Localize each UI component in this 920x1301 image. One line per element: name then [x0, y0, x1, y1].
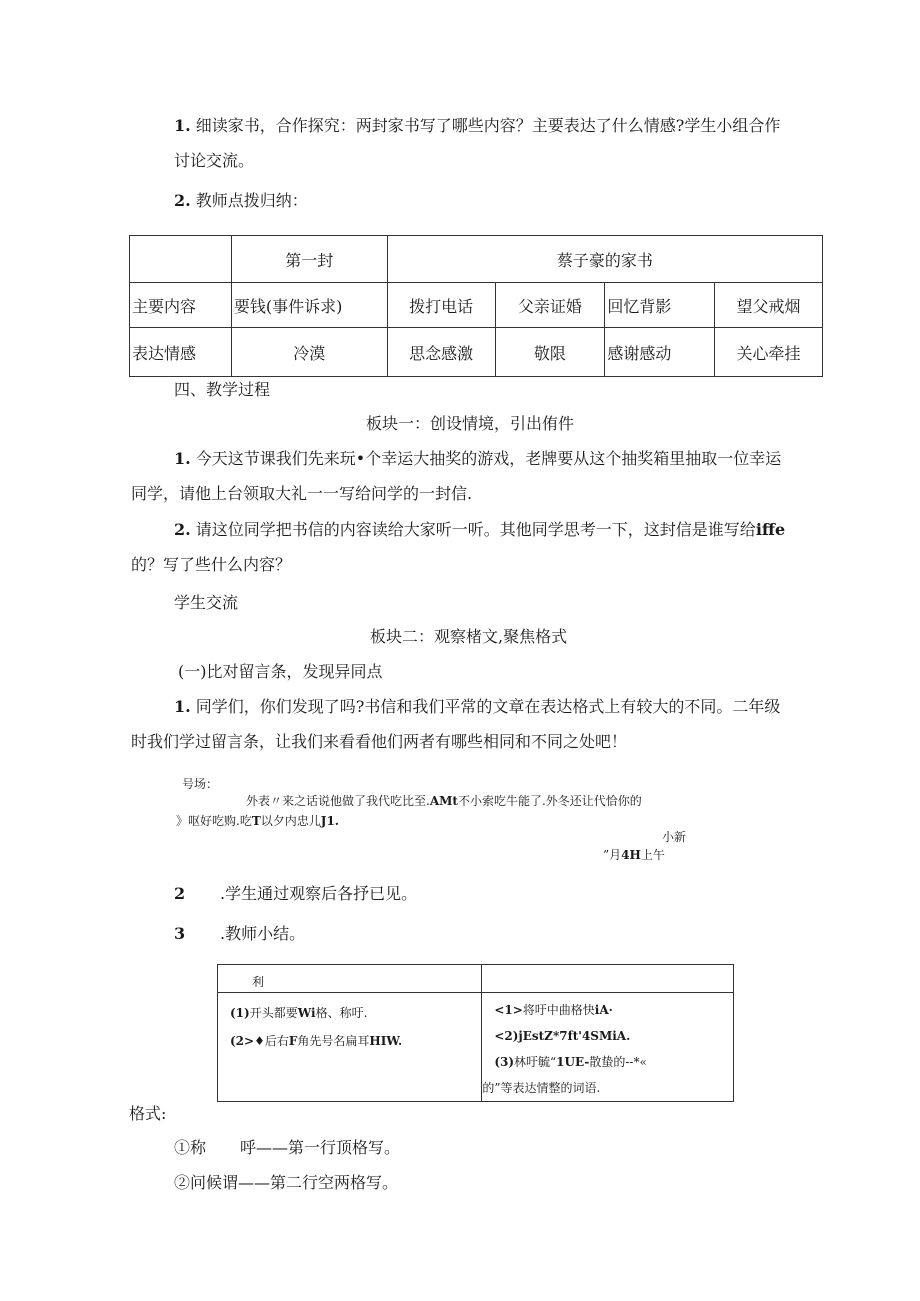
table-cell: 思念感激	[387, 328, 495, 377]
difference-3	[494, 1049, 733, 1075]
block-2-title: 板块二：观察楮文,聚焦格式	[370, 627, 568, 646]
table-cell	[218, 965, 482, 993]
item-1-continuation: 讨论交流。	[174, 151, 255, 170]
format-label: 格式:	[129, 1104, 167, 1123]
cell-text: 角先号名扁耳	[297, 1034, 370, 1048]
table-cell	[482, 993, 734, 1102]
table-cell: 感谢感动	[605, 328, 715, 377]
paragraph-number: 1.	[174, 697, 191, 716]
note-text: 以夕内忠儿	[260, 814, 321, 828]
note-salutation: 号场：	[182, 777, 219, 791]
step-3-number: 3	[174, 924, 186, 943]
cell-text: 开头都要	[249, 1006, 298, 1020]
note-body-line-2	[176, 813, 339, 829]
cell-text: 散蛰的--*«	[589, 1055, 647, 1069]
header-cai-letter: 蔡子豪的家书	[387, 236, 822, 283]
paragraph-text: 今天这节课我们先来玩•个幸运大抽奖的游戏，老牌要从这个抽奖箱里抽取一位幸运	[195, 449, 782, 468]
rule-text: 呼——第一行顶格写。	[240, 1138, 401, 1157]
note-text: 上午	[640, 848, 665, 862]
table-cell: 父亲证婚	[495, 283, 605, 328]
note-text: 不小索吃牛能了.外冬还让代恰你的	[457, 794, 642, 808]
item-text: 教师点拨归纳：	[195, 191, 308, 210]
step-3-text: .教师小结。	[220, 924, 306, 943]
item-text: 细读家书，合作探究：两封家书写了哪些内容？主要表达了什么情感?学生小组合作	[195, 116, 781, 135]
difference-2: <2)jEstZ*7ft'4SMiA.	[494, 1029, 631, 1043]
row-label: 表达情感	[130, 328, 232, 377]
paragraph-text: 同学们，你们发现了吗?书信和我们平常的文章在表达格式上有较大的不同。二年级	[195, 697, 781, 716]
similarity-1	[230, 999, 481, 1027]
note-text: AMt	[429, 794, 458, 808]
paragraph-3	[174, 697, 780, 717]
note-date	[603, 847, 665, 863]
paragraph-text: 请这位同学把书信的内容读给大家听一听。其他同学思考一下，这封信是谁写给	[195, 520, 756, 539]
student-discussion: 学生交流	[174, 593, 239, 612]
paragraph-2-continuation: 的？写了些什么内容？	[131, 555, 292, 574]
table-cell: 回忆背影	[605, 283, 715, 328]
note-text: T	[251, 814, 261, 828]
paragraph-number: 2.	[174, 520, 191, 539]
table-cell: 要钱(事件诉求)	[231, 283, 387, 328]
section-heading: 四、教学过程	[174, 380, 271, 399]
item-2	[174, 191, 308, 211]
subsection-1: (一)比对留言条，发现异同点	[178, 662, 383, 681]
cell-text: 将吁中曲格快	[522, 1003, 595, 1017]
block-1-title: 板块一：创设情境，引出侑件	[366, 414, 575, 433]
paragraph-1	[174, 449, 781, 469]
format-rule-1	[174, 1138, 400, 1158]
step-2-text: .学生通过观察后各抒已见。	[220, 884, 418, 903]
item-1	[174, 116, 780, 136]
step-2-number: 2	[174, 884, 186, 903]
paragraph-text-garbled: iffe	[755, 520, 786, 539]
difference-3-continuation: 的”等表达情整的词语.	[482, 1081, 601, 1095]
note-text: 4H	[621, 848, 641, 862]
letter-comparison-table	[129, 235, 823, 377]
table-header-row	[130, 236, 823, 283]
row-label: 主要内容	[130, 283, 232, 328]
similarity-2	[230, 1027, 481, 1055]
item-number: 2.	[174, 191, 191, 210]
table-header-row	[218, 965, 734, 993]
note-text: 》呕好吃购.吃	[176, 814, 252, 828]
cell-text: (2>♦	[230, 1034, 265, 1048]
note-text: J1.	[320, 814, 339, 828]
cell-text: 格、称吁.	[315, 1006, 368, 1020]
paragraph-number: 1.	[174, 449, 191, 468]
cell-text: 1UE-	[556, 1055, 590, 1069]
note-text: 外表〃来之话说他做了我代吃比至.	[246, 794, 430, 808]
table-cell	[218, 993, 482, 1102]
paragraph-2	[174, 520, 785, 540]
note-text: ”月	[603, 848, 622, 862]
comparison-summary-table	[217, 964, 734, 1102]
note-body-line-1	[246, 793, 642, 809]
note-signature: 小新	[662, 830, 687, 844]
paragraph-1-continuation: 同学，请他上台领取大礼一一写给问学的一封信.	[131, 484, 473, 503]
cell-text: 林吁毓“	[514, 1055, 557, 1069]
table-cell	[482, 965, 734, 993]
cell-text: Wi	[297, 1006, 316, 1020]
header-first-letter: 第一封	[231, 236, 387, 283]
header-text: 利	[252, 975, 265, 989]
cell-text: (1)	[230, 1006, 250, 1020]
table-cell: 拨打电话	[387, 283, 495, 328]
cell-text: iA·	[594, 1003, 613, 1017]
table-row	[130, 328, 823, 377]
difference-1	[494, 997, 733, 1023]
format-rule-2: ②问候谓——第二行空两格写。	[174, 1173, 399, 1192]
cell-text: <1>	[494, 1003, 523, 1017]
cell-text: HIW.	[369, 1034, 403, 1048]
cell-text: F	[288, 1034, 298, 1048]
cell-text: (3)	[494, 1055, 515, 1069]
table-row	[218, 993, 734, 1102]
paragraph-3-continuation: 时我们学过留言条，让我们来看看他们两者有哪些相同和不同之处吧！	[131, 732, 628, 751]
table-cell: 敬限	[495, 328, 605, 377]
table-cell: 望父戒烟	[715, 283, 823, 328]
cell-text: 后右	[264, 1034, 289, 1048]
table-cell: 关心牵挂	[715, 328, 823, 377]
table-cell: 冷漠	[231, 328, 387, 377]
rule-text: ①称	[174, 1138, 207, 1157]
table-row	[130, 283, 823, 328]
table-corner-cell	[130, 236, 232, 283]
item-number: 1.	[174, 116, 191, 135]
